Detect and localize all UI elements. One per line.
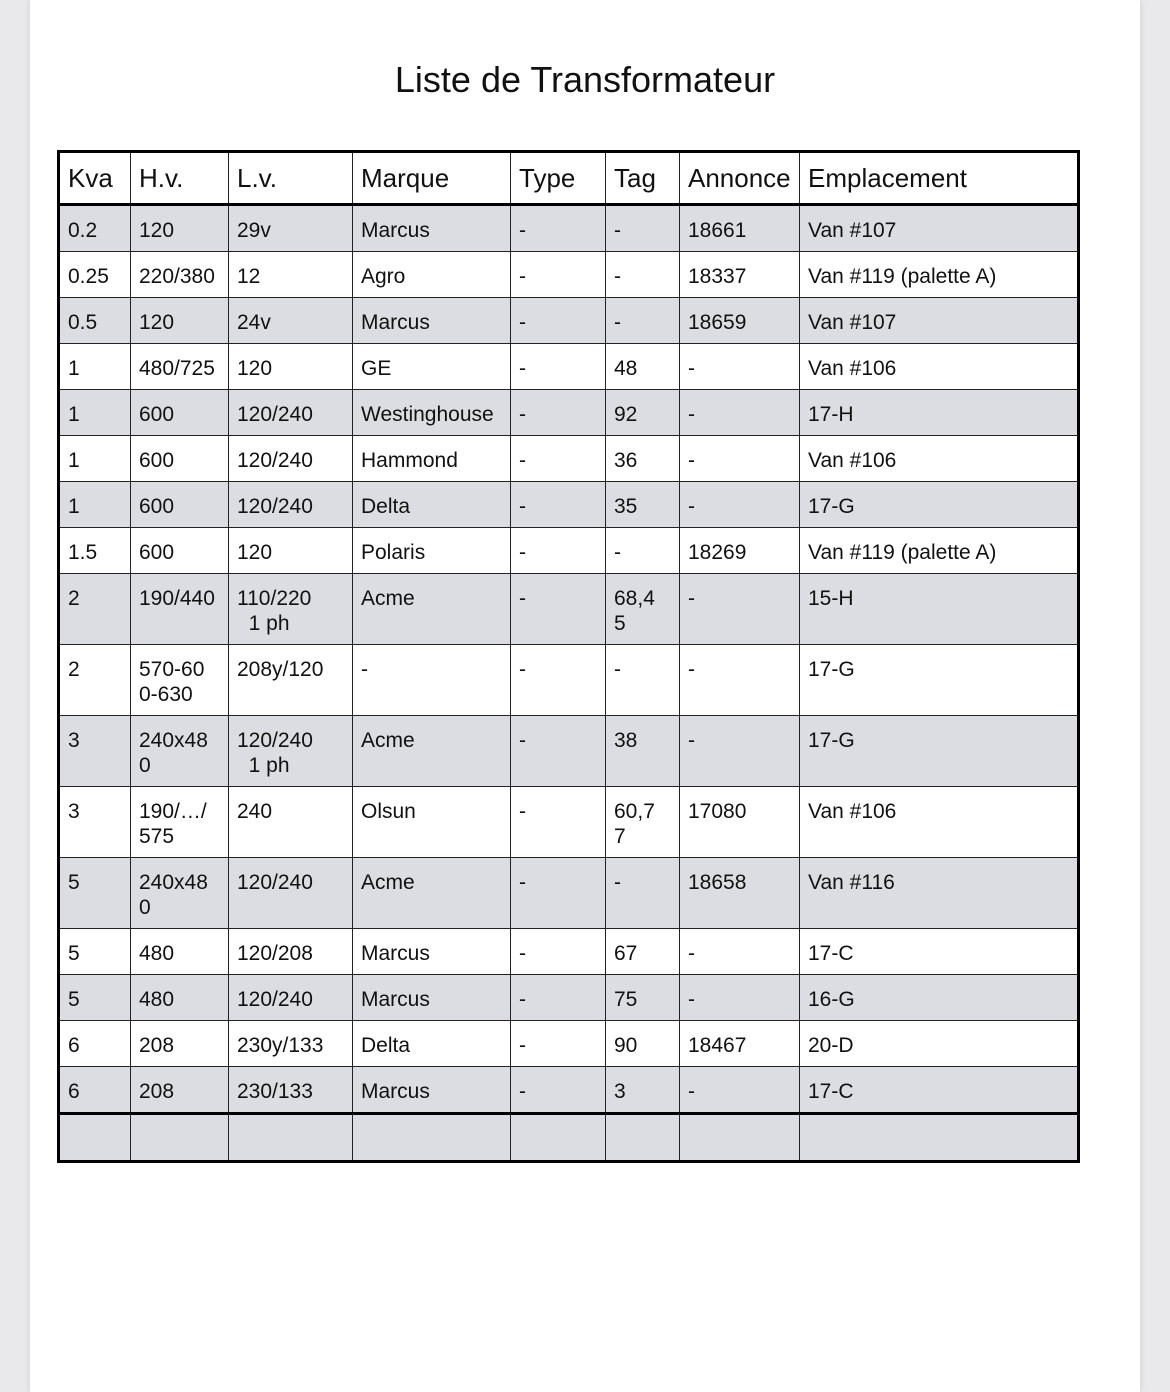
table-header-row <box>59 152 1079 205</box>
empty-cell <box>59 1114 131 1162</box>
cell-hv: 570-60 0-630 <box>131 645 229 716</box>
cell-annonce: 18467 <box>680 1021 800 1067</box>
cell-annonce: - <box>680 645 800 716</box>
cell-emplacement: 16-G <box>800 975 1079 1021</box>
cell-kva: 1 <box>59 482 131 528</box>
cell-type: - <box>511 482 606 528</box>
cell-tag: 92 <box>606 390 680 436</box>
cell-annonce: - <box>680 436 800 482</box>
cell-kva: 6 <box>59 1021 131 1067</box>
cell-emplacement: Van #116 <box>800 858 1079 929</box>
cell-emplacement: 17-C <box>800 1067 1079 1114</box>
cell-emplacement: Van #119 (palette A) <box>800 252 1079 298</box>
cell-marque: Hammond <box>353 436 511 482</box>
empty-cell <box>800 1114 1079 1162</box>
cell-annonce: - <box>680 390 800 436</box>
cell-annonce: 18659 <box>680 298 800 344</box>
cell-marque: Marcus <box>353 929 511 975</box>
cell-tag: - <box>606 205 680 252</box>
column-header-kva: Kva <box>59 152 131 205</box>
column-header-marque: Marque <box>353 152 511 205</box>
cell-hv: 190/440 <box>131 574 229 645</box>
cell-hv: 120 <box>131 298 229 344</box>
cell-emplacement: Van #107 <box>800 205 1079 252</box>
cell-tag: - <box>606 858 680 929</box>
cell-marque: Olsun <box>353 787 511 858</box>
table-row <box>59 975 1079 1021</box>
table-row <box>59 344 1079 390</box>
cell-tag: - <box>606 252 680 298</box>
cell-tag: 38 <box>606 716 680 787</box>
cell-emplacement: 17-H <box>800 390 1079 436</box>
cell-kva: 0.5 <box>59 298 131 344</box>
cell-emplacement: 17-C <box>800 929 1079 975</box>
cell-annonce: 18661 <box>680 205 800 252</box>
cell-hv: 600 <box>131 436 229 482</box>
table-row <box>59 390 1079 436</box>
table-row <box>59 1067 1079 1114</box>
cell-type: - <box>511 298 606 344</box>
cell-marque: Polaris <box>353 528 511 574</box>
cell-type: - <box>511 716 606 787</box>
table-row <box>59 252 1079 298</box>
cell-kva: 0.2 <box>59 205 131 252</box>
cell-type: - <box>511 787 606 858</box>
cell-lv: 120/208 <box>229 929 353 975</box>
cell-lv: 230/133 <box>229 1067 353 1114</box>
cell-type: - <box>511 929 606 975</box>
cell-type: - <box>511 574 606 645</box>
cell-hv: 600 <box>131 482 229 528</box>
cell-kva: 2 <box>59 645 131 716</box>
cell-hv: 480/725 <box>131 344 229 390</box>
cell-tag: 60,7 7 <box>606 787 680 858</box>
cell-lv: 120/240 1 ph <box>229 716 353 787</box>
cell-annonce: - <box>680 929 800 975</box>
cell-tag: - <box>606 298 680 344</box>
cell-type: - <box>511 1021 606 1067</box>
table-row <box>59 482 1079 528</box>
cell-annonce: 18269 <box>680 528 800 574</box>
cell-tag: - <box>606 645 680 716</box>
cell-type: - <box>511 645 606 716</box>
cell-kva: 1 <box>59 436 131 482</box>
cell-type: - <box>511 528 606 574</box>
column-header-type: Type <box>511 152 606 205</box>
cell-lv: 230y/133 <box>229 1021 353 1067</box>
cell-tag: 67 <box>606 929 680 975</box>
cell-marque: Marcus <box>353 205 511 252</box>
cell-hv: 190/…/ 575 <box>131 787 229 858</box>
cell-hv: 208 <box>131 1067 229 1114</box>
cell-lv: 12 <box>229 252 353 298</box>
cell-lv: 208y/120 <box>229 645 353 716</box>
cell-lv: 110/220 1 ph <box>229 574 353 645</box>
cell-annonce: - <box>680 1067 800 1114</box>
cell-annonce: - <box>680 574 800 645</box>
cell-kva: 5 <box>59 858 131 929</box>
table-row <box>59 787 1079 858</box>
cell-hv: 480 <box>131 975 229 1021</box>
cell-kva: 3 <box>59 787 131 858</box>
table-row <box>59 574 1079 645</box>
column-header-annonce: Annonce <box>680 152 800 205</box>
cell-tag: 90 <box>606 1021 680 1067</box>
cell-lv: 120/240 <box>229 436 353 482</box>
cell-marque: Agro <box>353 252 511 298</box>
cell-hv: 600 <box>131 528 229 574</box>
cell-kva: 2 <box>59 574 131 645</box>
cell-lv: 24v <box>229 298 353 344</box>
table-body <box>59 205 1079 1162</box>
empty-cell <box>680 1114 800 1162</box>
cell-annonce: 18658 <box>680 858 800 929</box>
table-row <box>59 436 1079 482</box>
table-row <box>59 1021 1079 1067</box>
table-row <box>59 528 1079 574</box>
cell-lv: 29v <box>229 205 353 252</box>
table-row <box>59 716 1079 787</box>
cell-type: - <box>511 436 606 482</box>
empty-cell <box>229 1114 353 1162</box>
cell-lv: 120/240 <box>229 390 353 436</box>
cell-annonce: - <box>680 482 800 528</box>
column-header-lv: L.v. <box>229 152 353 205</box>
cell-kva: 1.5 <box>59 528 131 574</box>
cell-marque: Acme <box>353 716 511 787</box>
cell-hv: 120 <box>131 205 229 252</box>
cell-marque: Acme <box>353 574 511 645</box>
cell-emplacement: 17-G <box>800 716 1079 787</box>
cell-marque: Delta <box>353 1021 511 1067</box>
cell-marque: Westinghouse <box>353 390 511 436</box>
cell-marque: Acme <box>353 858 511 929</box>
column-header-emplacement: Emplacement <box>800 152 1079 205</box>
table-row <box>59 205 1079 252</box>
cell-kva: 5 <box>59 975 131 1021</box>
cell-marque: Marcus <box>353 975 511 1021</box>
cell-emplacement: Van #119 (palette A) <box>800 528 1079 574</box>
cell-lv: 240 <box>229 787 353 858</box>
column-header-hv: H.v. <box>131 152 229 205</box>
cell-annonce: - <box>680 716 800 787</box>
cell-tag: - <box>606 528 680 574</box>
cell-annonce: 18337 <box>680 252 800 298</box>
cell-lv: 120 <box>229 344 353 390</box>
cell-type: - <box>511 205 606 252</box>
cell-kva: 1 <box>59 344 131 390</box>
cell-marque: - <box>353 645 511 716</box>
empty-table-row <box>59 1114 1079 1162</box>
table-row <box>59 645 1079 716</box>
cell-type: - <box>511 252 606 298</box>
cell-emplacement: 17-G <box>800 645 1079 716</box>
cell-kva: 3 <box>59 716 131 787</box>
cell-annonce: 17080 <box>680 787 800 858</box>
cell-hv: 240x48 0 <box>131 858 229 929</box>
cell-marque: Marcus <box>353 1067 511 1114</box>
cell-tag: 35 <box>606 482 680 528</box>
cell-type: - <box>511 1067 606 1114</box>
cell-type: - <box>511 858 606 929</box>
cell-kva: 1 <box>59 390 131 436</box>
document-title: Liste de Transformateur <box>394 59 776 100</box>
table-row <box>59 929 1079 975</box>
cell-tag: 68,4 5 <box>606 574 680 645</box>
empty-cell <box>511 1114 606 1162</box>
cell-lv: 120 <box>229 528 353 574</box>
cell-tag: 48 <box>606 344 680 390</box>
cell-hv: 220/380 <box>131 252 229 298</box>
cell-tag: 3 <box>606 1067 680 1114</box>
column-header-tag: Tag <box>606 152 680 205</box>
cell-kva: 6 <box>59 1067 131 1114</box>
cell-emplacement: Van #106 <box>800 436 1079 482</box>
cell-type: - <box>511 975 606 1021</box>
cell-tag: 75 <box>606 975 680 1021</box>
cell-emplacement: Van #106 <box>800 344 1079 390</box>
transformer-table <box>57 150 1080 1163</box>
empty-cell <box>606 1114 680 1162</box>
cell-hv: 480 <box>131 929 229 975</box>
cell-tag: 36 <box>606 436 680 482</box>
cell-emplacement: 20-D <box>800 1021 1079 1067</box>
cell-hv: 208 <box>131 1021 229 1067</box>
cell-lv: 120/240 <box>229 482 353 528</box>
cell-hv: 600 <box>131 390 229 436</box>
cell-emplacement: 17-G <box>800 482 1079 528</box>
cell-marque: Marcus <box>353 298 511 344</box>
table-row <box>59 858 1079 929</box>
cell-annonce: - <box>680 344 800 390</box>
cell-emplacement: Van #107 <box>800 298 1079 344</box>
cell-emplacement: Van #106 <box>800 787 1079 858</box>
cell-lv: 120/240 <box>229 858 353 929</box>
cell-type: - <box>511 344 606 390</box>
cell-kva: 5 <box>59 929 131 975</box>
cell-marque: Delta <box>353 482 511 528</box>
empty-cell <box>131 1114 229 1162</box>
cell-marque: GE <box>353 344 511 390</box>
table-row <box>59 298 1079 344</box>
cell-type: - <box>511 390 606 436</box>
cell-lv: 120/240 <box>229 975 353 1021</box>
cell-emplacement: 15-H <box>800 574 1079 645</box>
cell-kva: 0.25 <box>59 252 131 298</box>
cell-hv: 240x48 0 <box>131 716 229 787</box>
empty-cell <box>353 1114 511 1162</box>
cell-annonce: - <box>680 975 800 1021</box>
